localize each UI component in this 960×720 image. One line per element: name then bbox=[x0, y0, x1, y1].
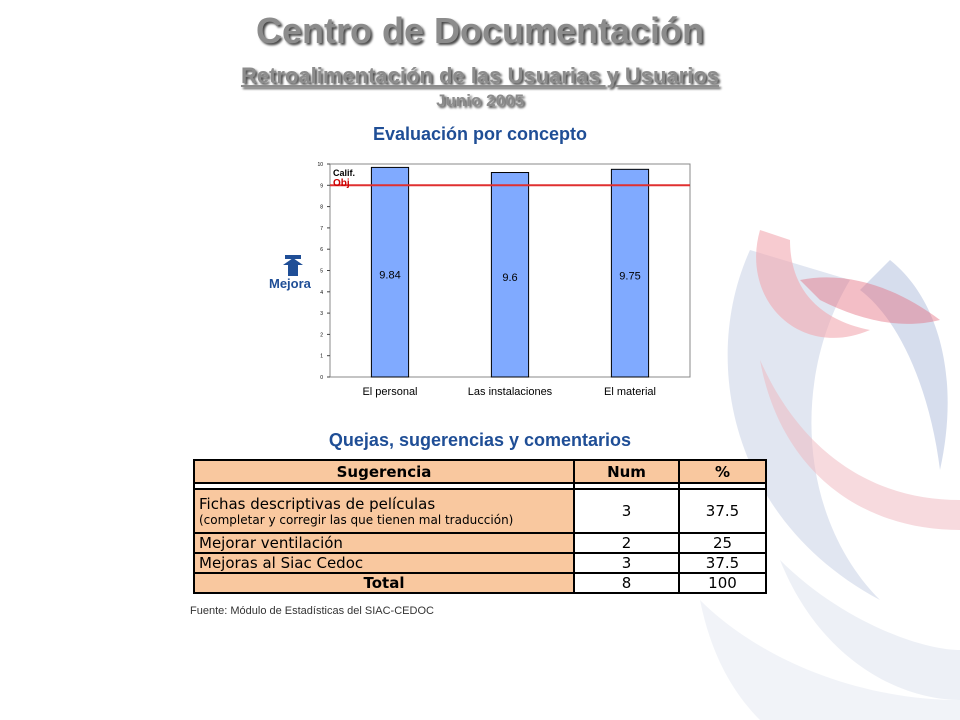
x-category-label: El personal bbox=[362, 386, 418, 398]
total-percent: 100 bbox=[679, 573, 766, 593]
num-cell: 2 bbox=[574, 533, 679, 553]
suggestion-label: Mejoras al Siac Cedoc bbox=[194, 553, 574, 573]
bar-value-label: 9.84 bbox=[379, 269, 401, 282]
suggestion-label: Fichas descriptivas de películas bbox=[199, 495, 436, 513]
objective-label: Obj bbox=[333, 178, 350, 189]
column-header-suggestion: Sugerencia bbox=[194, 460, 574, 483]
table-row bbox=[194, 553, 766, 573]
percent-cell: 25 bbox=[679, 533, 766, 553]
table-row bbox=[194, 489, 766, 533]
y-tick-label: 10 bbox=[317, 162, 323, 168]
y-tick-label: 8 bbox=[320, 204, 323, 211]
num-cell: 3 bbox=[574, 553, 679, 573]
table-total-row bbox=[194, 573, 766, 593]
y-tick-label: 1 bbox=[320, 353, 323, 360]
x-category-label: El material bbox=[604, 386, 656, 398]
num-cell: 3 bbox=[574, 489, 679, 533]
y-tick-label: 4 bbox=[320, 289, 323, 296]
y-tick-label: 7 bbox=[320, 225, 323, 232]
y-tick-label: 0 bbox=[320, 375, 323, 381]
source-note: Fuente: Módulo de Estadísticas del SIAC-CEDOC bbox=[190, 605, 434, 617]
table-section-title: Quejas, sugerencias y comentarios bbox=[328, 430, 632, 450]
column-header-percent: % bbox=[679, 460, 766, 483]
y-tick-label: 3 bbox=[320, 311, 323, 318]
suggestion-note: (completar y corregir las que tienen mal traducción) bbox=[199, 513, 514, 527]
bar-value-label: 9.6 bbox=[502, 271, 518, 284]
page-title: Centro de Documentación bbox=[255, 10, 705, 51]
total-num: 8 bbox=[574, 573, 679, 593]
improve-label: Mejora bbox=[269, 276, 311, 291]
y-tick-label: 6 bbox=[320, 247, 323, 254]
table-row bbox=[194, 533, 766, 553]
page-subtitle: Retroalimentación de las Usuarias y Usuarios bbox=[240, 63, 720, 88]
bar-value-label: 9.75 bbox=[619, 270, 641, 283]
chart-section-title: Evaluación por concepto bbox=[372, 124, 588, 144]
table-header-row bbox=[194, 460, 766, 483]
report-date: Junio 2005 bbox=[436, 91, 524, 110]
suggestions-table bbox=[193, 459, 767, 594]
percent-cell: 37.5 bbox=[679, 553, 766, 573]
column-header-num: Num bbox=[574, 460, 679, 483]
y-tick-label: 2 bbox=[320, 332, 323, 339]
suggestion-cell bbox=[194, 489, 574, 533]
y-tick-label: 5 bbox=[320, 268, 323, 275]
x-category-label: Las instalaciones bbox=[467, 386, 553, 398]
total-label: Total bbox=[194, 573, 574, 593]
y-axis-label: Calif. bbox=[333, 168, 356, 178]
suggestion-label: Mejorar ventilación bbox=[194, 533, 574, 553]
y-tick-label: 9 bbox=[320, 183, 323, 190]
percent-cell: 37.5 bbox=[679, 489, 766, 533]
